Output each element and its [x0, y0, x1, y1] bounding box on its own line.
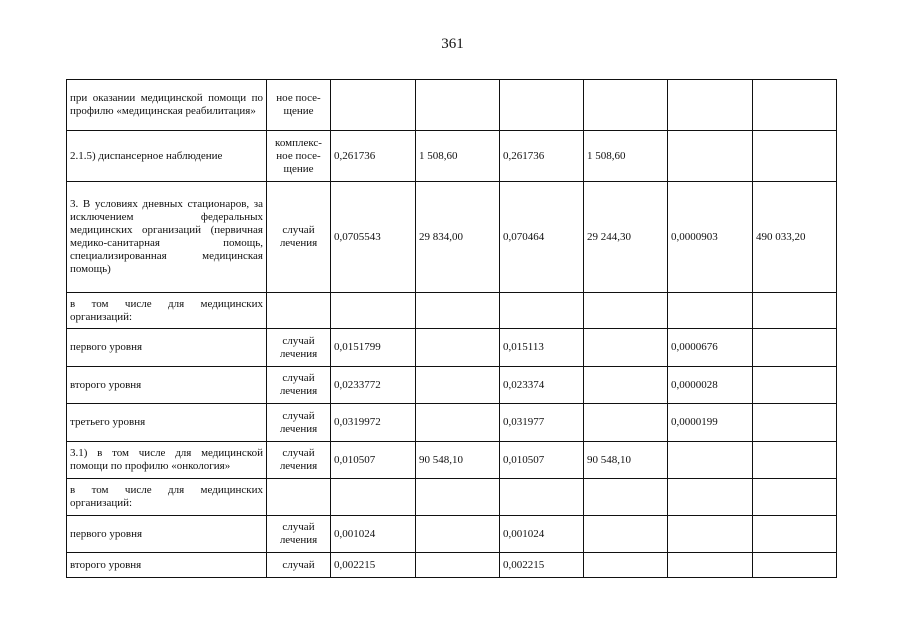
value-cell: [416, 516, 500, 553]
value-cell: [753, 329, 837, 367]
value-cell: [331, 293, 416, 329]
value-cell: 0,0151799: [331, 329, 416, 367]
value-cell: [416, 479, 500, 516]
value-cell: [668, 131, 753, 182]
value-cell: [584, 479, 668, 516]
value-cell: [584, 553, 668, 578]
value-cell: [500, 293, 584, 329]
value-cell: [584, 80, 668, 131]
value-cell: 0,001024: [331, 516, 416, 553]
value-cell: 0,261736: [331, 131, 416, 182]
value-cell: 1 508,60: [416, 131, 500, 182]
table-row: [67, 516, 837, 553]
value-cell: 0,002215: [500, 553, 584, 578]
value-cell: 0,002215: [331, 553, 416, 578]
row-label: 2.1.5) диспансерное наблюдение: [67, 131, 267, 182]
value-cell: 0,261736: [500, 131, 584, 182]
value-cell: 0,015113: [500, 329, 584, 367]
value-cell: 0,0319972: [331, 404, 416, 442]
value-cell: 0,070464: [500, 182, 584, 293]
value-cell: 0,010507: [500, 442, 584, 479]
row-unit: случай лечения: [267, 182, 331, 293]
value-cell: 0,031977: [500, 404, 584, 442]
value-cell: 90 548,10: [584, 442, 668, 479]
value-cell: 29 834,00: [416, 182, 500, 293]
value-cell: [584, 367, 668, 404]
value-cell: 0,0000028: [668, 367, 753, 404]
table-row: [67, 442, 837, 479]
value-cell: [584, 329, 668, 367]
value-cell: [416, 553, 500, 578]
data-table: [66, 79, 837, 578]
row-label: при оказании медицинской помощи по профилю «медицинская реабилитация»: [67, 80, 267, 131]
row-label: 3.1) в том числе для медицинской помощи по профилю «онкология»: [67, 442, 267, 479]
value-cell: [584, 293, 668, 329]
value-cell: [416, 293, 500, 329]
value-cell: [668, 442, 753, 479]
table-row: [67, 131, 837, 182]
value-cell: [753, 404, 837, 442]
row-unit: случай лечения: [267, 404, 331, 442]
row-unit: ное посе-щение: [267, 80, 331, 131]
row-unit: случай лечения: [267, 442, 331, 479]
value-cell: [668, 80, 753, 131]
value-cell: [753, 293, 837, 329]
table-row: [67, 329, 837, 367]
value-cell: [668, 516, 753, 553]
value-cell: [416, 329, 500, 367]
value-cell: 90 548,10: [416, 442, 500, 479]
value-cell: 0,0000676: [668, 329, 753, 367]
value-cell: 0,010507: [331, 442, 416, 479]
value-cell: [753, 80, 837, 131]
row-unit: [267, 479, 331, 516]
value-cell: 0,0000903: [668, 182, 753, 293]
value-cell: 1 508,60: [584, 131, 668, 182]
row-unit: случай лечения: [267, 329, 331, 367]
row-unit: [267, 293, 331, 329]
value-cell: 0,023374: [500, 367, 584, 404]
value-cell: [500, 479, 584, 516]
value-cell: [584, 404, 668, 442]
row-label: первого уровня: [67, 329, 267, 367]
table-row: [67, 182, 837, 293]
value-cell: 0,001024: [500, 516, 584, 553]
value-cell: [668, 553, 753, 578]
value-cell: [668, 293, 753, 329]
page-number: 361: [441, 36, 464, 52]
value-cell: [331, 479, 416, 516]
table-row: [67, 404, 837, 442]
table-row: [67, 367, 837, 404]
value-cell: [668, 479, 753, 516]
table-row: [67, 293, 837, 329]
row-label: второго уровня: [67, 367, 267, 404]
row-label: 3. В условиях дневных стационаров, за исключением федеральных медицинских организаций (первичная медико-санитарная помощь, специализированная медицинская помощь): [67, 182, 267, 293]
row-unit: случай лечения: [267, 516, 331, 553]
value-cell: 0,0705543: [331, 182, 416, 293]
value-cell: 29 244,30: [584, 182, 668, 293]
value-cell: 0,0233772: [331, 367, 416, 404]
value-cell: [753, 516, 837, 553]
row-label: в том числе для медицинских организаций:: [67, 293, 267, 329]
row-label: третьего уровня: [67, 404, 267, 442]
row-unit: комплекс-ное посе-щение: [267, 131, 331, 182]
row-unit: случай: [267, 553, 331, 578]
value-cell: [753, 553, 837, 578]
value-cell: [416, 80, 500, 131]
value-cell: [584, 516, 668, 553]
value-cell: 490 033,20: [753, 182, 837, 293]
value-cell: [753, 367, 837, 404]
row-unit: случай лечения: [267, 367, 331, 404]
table-row: [67, 553, 837, 578]
row-label: второго уровня: [67, 553, 267, 578]
value-cell: [416, 367, 500, 404]
value-cell: [416, 404, 500, 442]
value-cell: [753, 479, 837, 516]
value-cell: 0,0000199: [668, 404, 753, 442]
value-cell: [331, 80, 416, 131]
value-cell: [753, 131, 837, 182]
row-label: в том числе для медицинских организаций:: [67, 479, 267, 516]
table-row: [67, 80, 837, 131]
value-cell: [753, 442, 837, 479]
table-row: [67, 479, 837, 516]
row-label: первого уровня: [67, 516, 267, 553]
value-cell: [500, 80, 584, 131]
